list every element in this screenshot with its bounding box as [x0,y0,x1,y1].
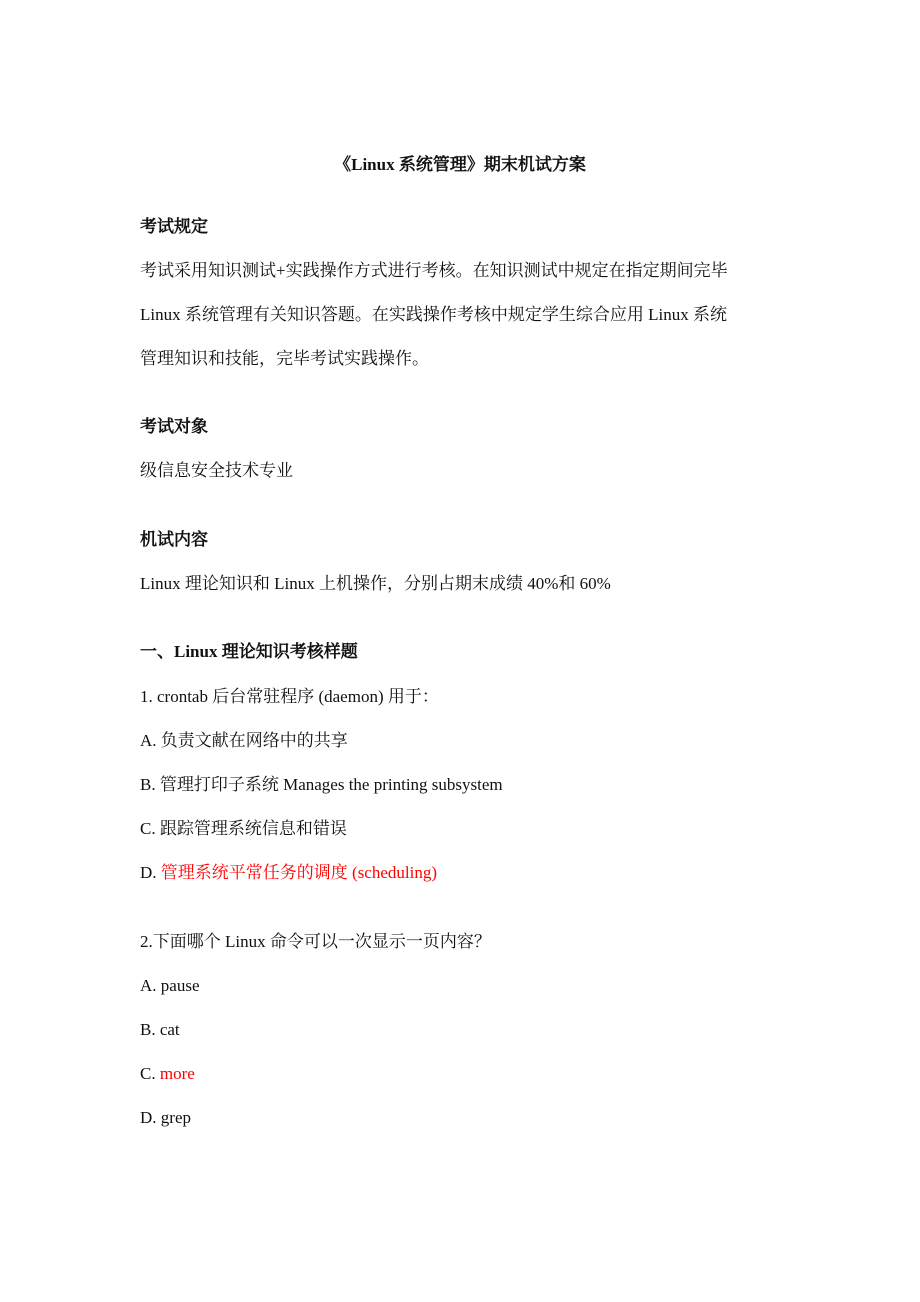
rules-line-3: 管理知识和技能，完毕考试实践操作。 [140,349,429,368]
content-text: Linux 理论知识和 Linux 上机操作，分别占期末成绩 40%和 60% [140,574,611,593]
option-prefix: D. [140,863,161,882]
content-heading: 机试内容 [140,530,208,549]
option-prefix: D. [140,1108,161,1127]
question-2-option-b [140,1021,180,1038]
option-prefix: A. [140,731,161,750]
question-1-option-d [140,864,437,881]
option-text: pause [160,976,200,995]
question-1-option-a [140,732,348,749]
question-2-option-c [140,1065,195,1082]
question-2-stem: 2.下面哪个 Linux 命令可以一次显示一页内容？ [140,932,491,951]
option-prefix: B. [140,1020,160,1039]
option-prefix: C. [140,819,160,838]
option-text: 跟踪管理系统信息和错误 [159,819,347,838]
question-2-option-a [140,977,200,994]
correct-answer-text: more [159,1064,195,1083]
option-text: cat [159,1020,180,1039]
option-text: 管理打印子系统 Manages the printing subsystem [159,775,503,794]
option-prefix: A. [140,976,161,995]
question-2-option-d [140,1109,191,1126]
audience-text: 级信息安全技术专业 [140,461,293,480]
question-1-stem: 1. crontab 后台常驻程序 (daemon) 用于： [140,687,439,706]
rules-line-1: 考试采用知识测试+实践操作方式进行考核。在知识测试中规定在指定期间完毕 [140,261,728,280]
correct-answer-text: 管理系统平常任务的调度 (scheduling) [160,863,438,882]
question-1-option-b [140,776,503,793]
document-title: 《Linux 系统管理》期末机试方案 [334,155,586,174]
option-prefix: B. [140,775,160,794]
question-1-option-c [140,820,347,837]
option-text: 负责文献在网络中的共享 [160,731,348,750]
part1-heading: 一、Linux 理论知识考核样题 [140,642,358,661]
option-text: grep [160,1108,191,1127]
rules-heading: 考试规定 [140,217,208,236]
rules-line-2: Linux 系统管理有关知识答题。在实践操作考核中规定学生综合应用 Linux 系统 [140,305,727,324]
option-prefix: C. [140,1064,160,1083]
audience-heading: 考试对象 [140,417,208,436]
